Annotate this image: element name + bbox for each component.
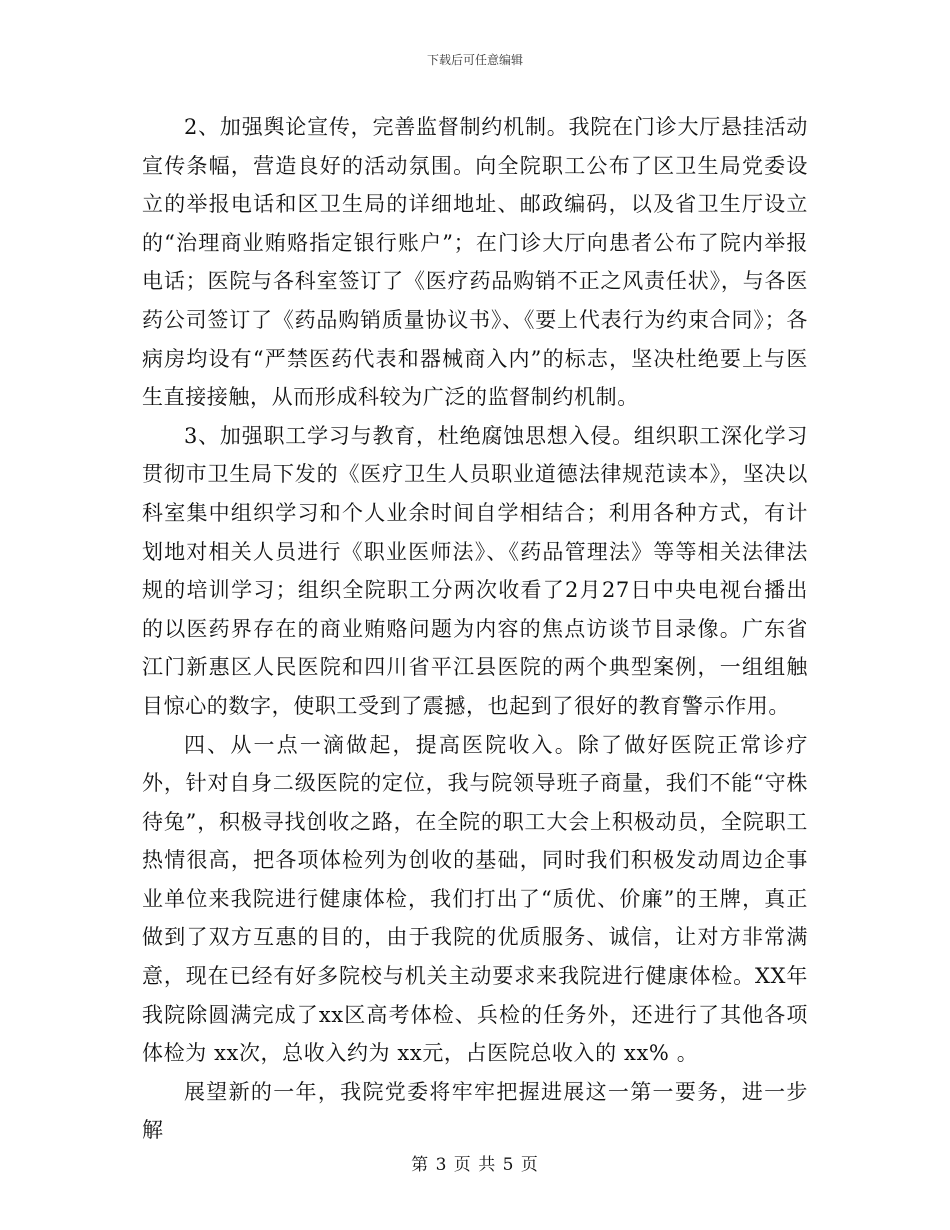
- paragraph-supervision: 2、加强舆论宣传，完善监督制约机制。我院在门诊大厅悬挂活动宣传条幅，营造良好的活动氛围。向全院职工公布了区卫生局党委设立的举报电话和区卫生局的详细地址、邮政编码，以及省卫生厅设立的“治理商业贿赂指定银行账户”；在门诊大厅向患者公布了院内举报电话；医院与各科室签订了《医疗药品购销不正之风责任状》，与各医药公司签订了《药品购销质量协议书》、《要上代表行为约束合同》；各病房均设有“严禁医药代表和器械商入内”的标志，坚决杜绝要上与医生直接接触，从而形成科较为广泛的监督制约机制。: [142, 115, 808, 410]
- paragraph-hospital-income: 四、从一点一滴做起，提高医院收入。除了做好医院正常诊疗外，针对自身二级医院的定位，我与院领导班子商量，我们不能“守株待兔”，积极寻找创收之路，在全院的职工大会上积极动员，全院职工热情很高，把各项体检列为创收的基础，同时我们积极发动周边企事业单位来我院进行健康体检，我们打出了“质优、价廉”的王牌，真正做到了双方互惠的目的，由于我院的优质服务、诚信，让对方非常满意，现在已经有好多院校与机关主动要求来我院进行健康体检。XX年我院除圆满完成了xx区高考体检、兵检的任务外，还进行了其他各项体检为 xx次，总收入约为 xx元，占医院总收入的 xx% 。: [142, 732, 808, 1066]
- paragraph-staff-education: 3、加强职工学习与教育，杜绝腐蚀思想入侵。组织职工深化学习贯彻市卫生局下发的《医疗卫生人员职业道德法律规范读本》，坚决以科室集中组织学习和个人业余时间自学相结合；利用各种方式，有计划地对相关人员进行《职业医师法》、《药品管理法》等等相关法律法规的培训学习；组织全院职工分两次收看了2月27日中央电视台播出的以医药界存在的商业贿赂问题为内容的焦点访谈节目录像。广东省江门新惠区人民医院和四川省平江县医院的两个典型案例，一组组触目惊心的数字，使职工受到了震撼，也起到了很好的教育警示作用。: [142, 423, 808, 718]
- document-body: [142, 108, 808, 1150]
- page-number: 第 3 页 共 5 页: [411, 1155, 539, 1175]
- page-header: 下载后可任意编辑: [426, 53, 523, 67]
- paragraph-outlook: 展望新的一年，我院党委将牢牢把握进展这一第一要务，进一步解: [142, 1079, 808, 1143]
